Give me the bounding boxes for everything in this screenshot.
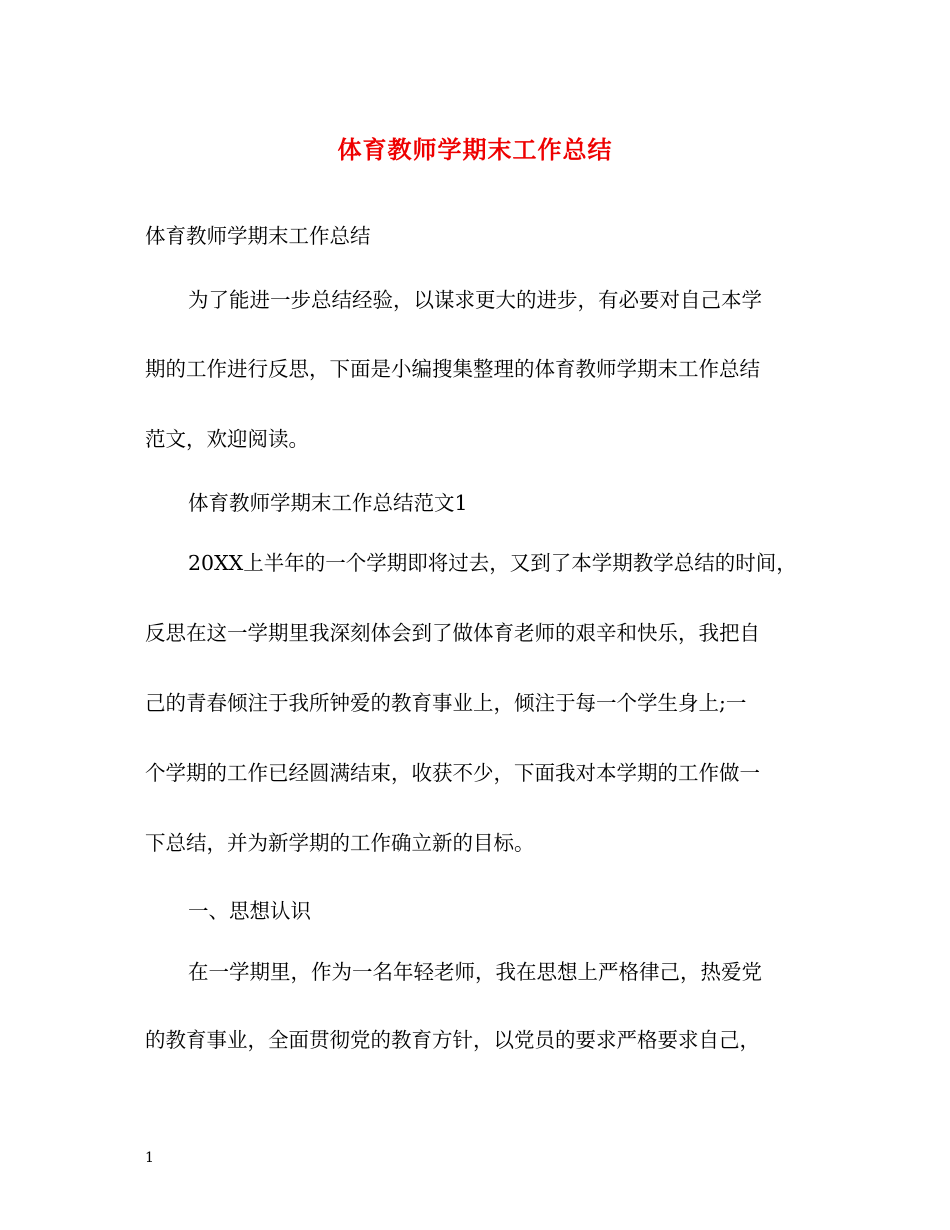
page-number: 1	[145, 1150, 154, 1166]
section-heading: 一、思想认识	[188, 899, 311, 923]
document-title: 体育教师学期末工作总结	[337, 135, 613, 164]
body-line: 的教育事业，全面贯彻党的教育方针，以党员的要求严格要求自己，	[145, 1028, 760, 1052]
body-line: 范文，欢迎阅读。	[145, 427, 309, 451]
section-heading: 体育教师学期末工作总结范文1	[188, 491, 468, 515]
body-line: 个学期的工作已经圆满结束，收获不少，下面我对本学期的工作做一	[145, 761, 760, 785]
body-line-subtitle: 体育教师学期末工作总结	[145, 224, 371, 248]
body-line: 反思在这一学期里我深刻体会到了做体育老师的艰辛和快乐，我把自	[145, 621, 760, 645]
body-line: 下总结，并为新学期的工作确立新的目标。	[145, 831, 535, 855]
body-line: 期的工作进行反思，下面是小编搜集整理的体育教师学期末工作总结	[145, 357, 760, 381]
body-line: 为了能进一步总结经验，以谋求更大的进步，有必要对自己本学	[188, 288, 762, 312]
body-line: 己的青春倾注于我所钟爱的教育事业上，倾注于每一个学生身上;一	[145, 691, 747, 715]
body-line: 在一学期里，作为一名年轻老师，我在思想上严格律己，热爱党	[188, 960, 762, 984]
body-line: 20XX上半年的一个学期即将过去，又到了本学期教学总结的时间，	[188, 551, 797, 575]
